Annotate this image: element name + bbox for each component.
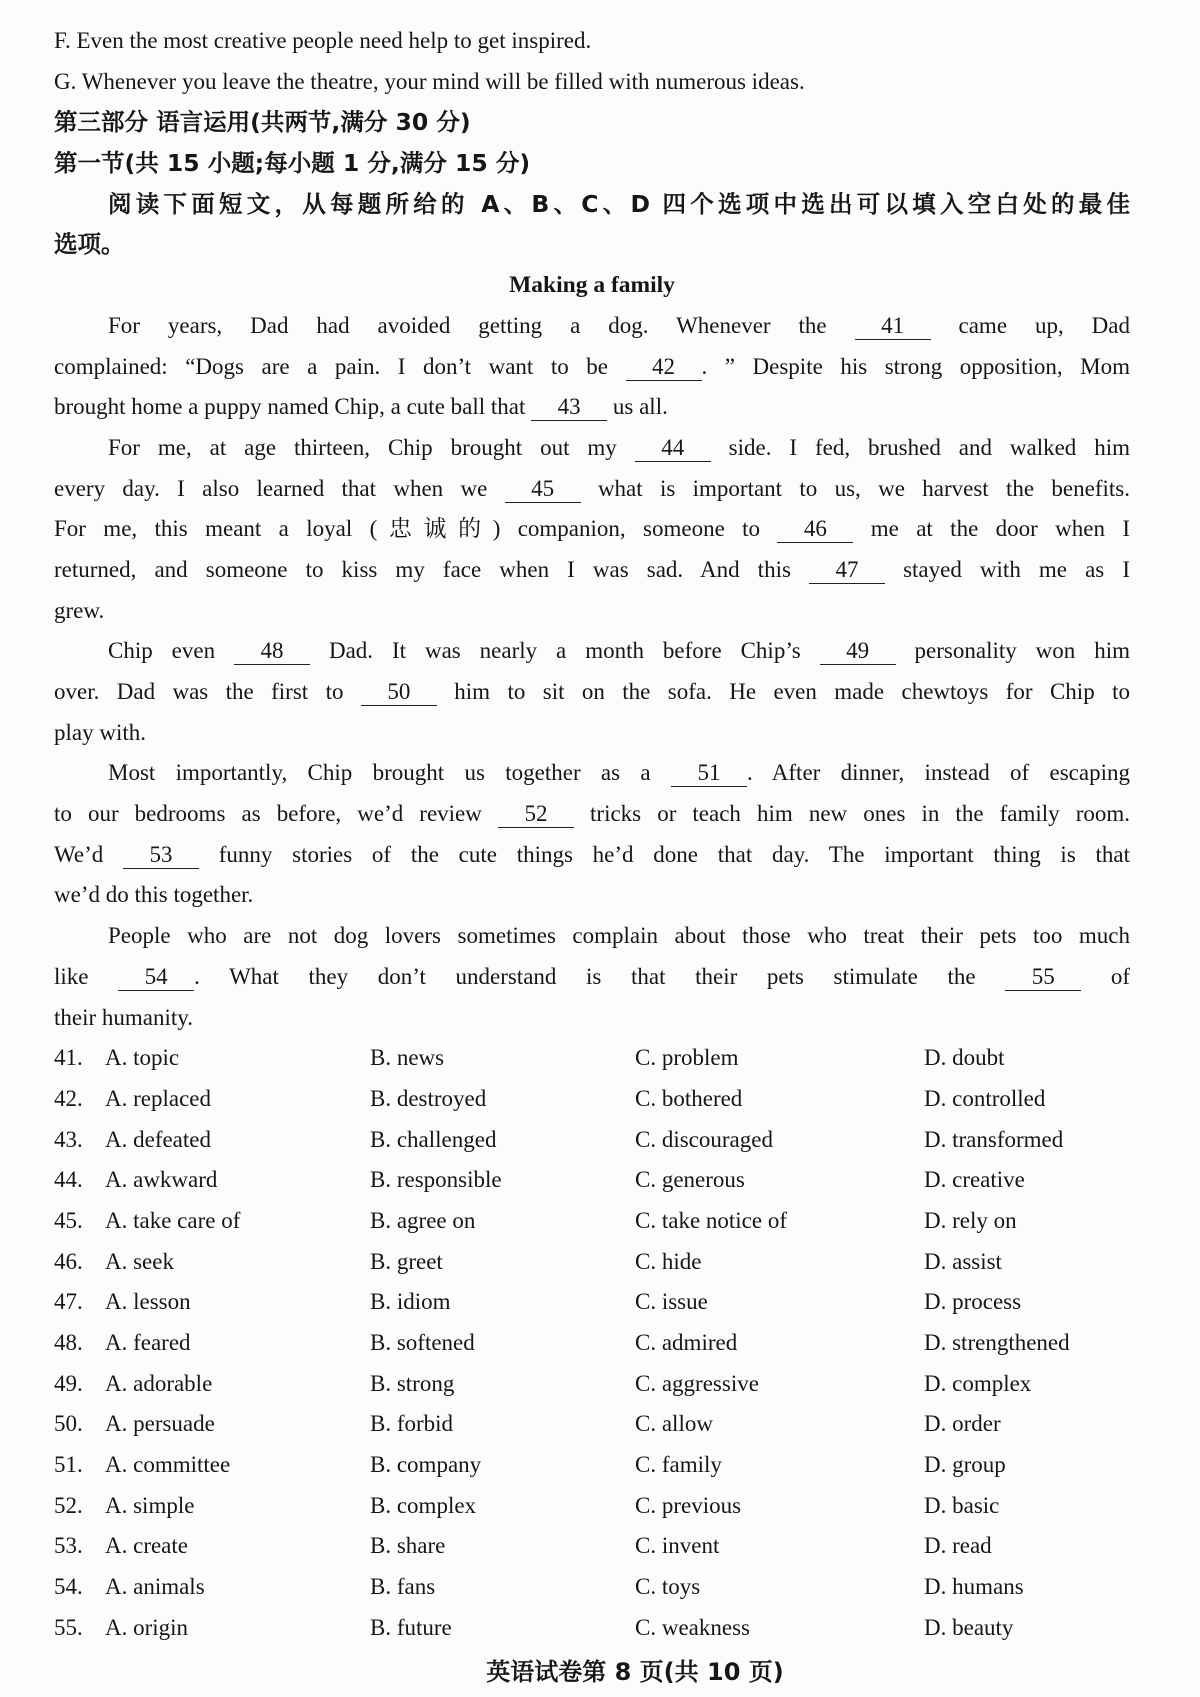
- option-a: A. feared: [105, 1330, 191, 1355]
- option-c: C. problem: [635, 1045, 739, 1071]
- question-number: 46.: [54, 1248, 83, 1274]
- option-a: A. animals: [105, 1574, 205, 1600]
- question-list: [54, 1038, 1130, 1648]
- blank-52: 52: [498, 801, 574, 828]
- option-b: B. news: [370, 1045, 445, 1071]
- blank-50: 50: [361, 679, 437, 706]
- passage-line: [54, 713, 1130, 754]
- passage-text: side. I fed, brushed and walked him: [710, 434, 1130, 460]
- passage-paragraph: [54, 753, 1130, 916]
- passage-line: [54, 469, 1130, 510]
- passage-line: [54, 753, 1130, 794]
- blank-45: 45: [505, 476, 581, 503]
- passage-text: we’d do this together.: [54, 882, 254, 908]
- passage-text: tricks or teach him new ones in the family room.: [573, 801, 1130, 827]
- question-number: 53.: [54, 1533, 83, 1559]
- option-b: B. agree on: [370, 1207, 476, 1233]
- blank-51: 51: [671, 760, 747, 787]
- option-b: B. greet: [370, 1248, 443, 1274]
- part-heading: 第三部分 语言运用(共两节,满分 30 分): [54, 108, 471, 137]
- passage-text: For me, at age thirteen, Chip brought out my: [108, 434, 635, 460]
- question-number: 45.: [54, 1207, 83, 1233]
- passage-text: We’d: [54, 841, 123, 867]
- passage-body: [54, 306, 1130, 1038]
- question-row: [54, 1282, 1130, 1323]
- option-a: A. replaced: [105, 1085, 211, 1111]
- option-a: A. origin: [105, 1614, 189, 1640]
- option-b: B. softened: [370, 1330, 475, 1355]
- passage-text: me at the door when I: [853, 516, 1130, 542]
- question-number: 44.: [54, 1167, 83, 1193]
- option-c: C. allow: [635, 1411, 713, 1437]
- passage-title: Making a family: [509, 272, 675, 299]
- passage-text: to our bedrooms as before, we’d review: [54, 801, 498, 827]
- question-number: 55.: [54, 1614, 83, 1640]
- option-c: C. take notice of: [635, 1207, 788, 1233]
- page-footer: 英语试卷第 8 页(共 10 页): [486, 1658, 784, 1686]
- question-row: [54, 1201, 1130, 1242]
- option-d: D. rely on: [924, 1207, 1017, 1233]
- question-row: [54, 1242, 1130, 1283]
- passage-line: [54, 875, 1130, 916]
- option-d: D. controlled: [924, 1085, 1046, 1111]
- question-row: [54, 1323, 1130, 1364]
- blank-44: 44: [635, 435, 711, 462]
- option-f-line: F. Even the most creative people need help to get inspired.: [54, 28, 592, 53]
- passage-text: of: [1081, 963, 1130, 989]
- question-row: [54, 1404, 1130, 1445]
- option-d: D. assist: [924, 1248, 1002, 1274]
- question-number: 51.: [54, 1452, 83, 1478]
- option-b: B. share: [370, 1533, 446, 1559]
- blank-42: 42: [626, 354, 702, 381]
- option-c: C. toys: [635, 1574, 701, 1600]
- passage-text: grew.: [54, 597, 105, 623]
- option-c: C. previous: [635, 1492, 742, 1518]
- question-number: 54.: [54, 1574, 83, 1600]
- passage-text: Most importantly, Chip brought us together as a: [108, 760, 671, 786]
- passage-line: [54, 672, 1130, 713]
- question-row: [54, 1364, 1130, 1405]
- question-number: 48.: [54, 1330, 83, 1355]
- passage-text: Dad. It was nearly a month before Chip’s: [310, 638, 820, 664]
- passage-text: like: [54, 963, 119, 989]
- passage-paragraph: [54, 306, 1130, 428]
- option-a: A. persuade: [105, 1411, 215, 1437]
- option-d: D. order: [924, 1411, 1001, 1437]
- passage-paragraph: [54, 428, 1130, 631]
- question-row: [54, 1486, 1130, 1527]
- blank-46: 46: [777, 516, 853, 543]
- passage-text: . ” Despite his strong opposition, Mom: [701, 353, 1130, 379]
- passage-text: For years, Dad had avoided getting a dog. Whenever the: [108, 312, 855, 338]
- question-row: [54, 1445, 1130, 1486]
- passage-line: [54, 509, 1130, 550]
- option-b: B. company: [370, 1452, 482, 1478]
- passage-text: personality won him: [895, 638, 1130, 664]
- option-c: C. generous: [635, 1167, 745, 1193]
- option-b: B. idiom: [370, 1289, 451, 1315]
- option-b: B. future: [370, 1614, 452, 1640]
- question-number: 49.: [54, 1370, 83, 1396]
- option-b: B. destroyed: [370, 1085, 487, 1111]
- passage-text: him to sit on the sofa. He even made chewtoys for Chip to: [436, 679, 1130, 704]
- option-c: C. hide: [635, 1248, 702, 1274]
- option-d: D. basic: [924, 1492, 1000, 1518]
- question-number: 41.: [54, 1045, 83, 1071]
- blank-41: 41: [855, 313, 931, 340]
- option-c: C. family: [635, 1452, 722, 1478]
- passage-text: funny stories of the cute things he’d done that day. The important thing is that: [198, 841, 1130, 867]
- instruction-line: 阅读下面短文，从每题所给的 A、B、C、D 四个选项中选出可以填入空白处的最佳: [108, 189, 1130, 218]
- option-d: D. transformed: [924, 1126, 1064, 1152]
- passage-line: [54, 998, 1130, 1039]
- passage-paragraph: [54, 631, 1130, 753]
- option-b: B. challenged: [370, 1126, 497, 1152]
- passage-line: [54, 957, 1130, 998]
- option-a: A. create: [105, 1533, 188, 1559]
- option-c: C. admired: [635, 1330, 738, 1355]
- passage-line: [54, 835, 1130, 876]
- option-b: B. responsible: [370, 1167, 502, 1193]
- passage-text: every day. I also learned that when we: [54, 475, 505, 501]
- blank-49: 49: [820, 638, 896, 665]
- passage-line: [54, 794, 1130, 835]
- passage-text: People who are not dog lovers sometimes complain about those who treat their pets too much: [108, 923, 1130, 949]
- option-c: C. invent: [635, 1533, 720, 1559]
- blank-47: 47: [809, 557, 885, 584]
- option-c: C. discouraged: [635, 1126, 773, 1152]
- passage-text: what is important to us, we harvest the benefits.: [580, 475, 1130, 501]
- passage-text: came up, Dad: [930, 312, 1130, 338]
- option-d: D. humans: [924, 1574, 1024, 1600]
- option-d: D. beauty: [924, 1614, 1014, 1640]
- passage-text: . What they don’t understand is that their pets stimulate the: [194, 963, 1006, 989]
- question-number: 42.: [54, 1085, 83, 1111]
- passage-line: [54, 428, 1130, 469]
- passage-text: returned, and someone to kiss my face when I was sad. And this: [54, 556, 809, 582]
- question-number: 52.: [54, 1492, 83, 1518]
- passage-text: For me, this meant a loyal (忠诚的) companion, someone to: [54, 516, 778, 542]
- option-d: D. read: [924, 1533, 992, 1559]
- option-a: A. awkward: [105, 1167, 218, 1193]
- question-row: [54, 1608, 1130, 1649]
- passage-text: their humanity.: [54, 1004, 194, 1030]
- question-row: [54, 1120, 1130, 1161]
- instruction-line: 选项。: [54, 230, 125, 259]
- question-row: [54, 1038, 1130, 1079]
- passage-text: over. Dad was the first to: [54, 679, 361, 704]
- question-row: [54, 1526, 1130, 1567]
- passage-text: . After dinner, instead of escaping: [746, 760, 1130, 786]
- passage-text: us all.: [607, 394, 668, 420]
- option-a: A. take care of: [105, 1207, 241, 1233]
- option-d: D. doubt: [924, 1045, 1005, 1071]
- blank-55: 55: [1005, 964, 1081, 991]
- blank-53: 53: [123, 842, 199, 869]
- passage-line: [54, 631, 1130, 672]
- option-b: B. strong: [370, 1370, 455, 1396]
- section-heading: 第一节(共 15 小题;每小题 1 分,满分 15 分): [54, 149, 531, 178]
- option-d: D. process: [924, 1289, 1022, 1315]
- passage-line: [54, 347, 1130, 388]
- option-b: B. forbid: [370, 1411, 454, 1437]
- blank-43: 43: [531, 394, 607, 421]
- passage-text: brought home a puppy named Chip, a cute ball that: [54, 394, 532, 420]
- option-b: B. complex: [370, 1492, 477, 1518]
- option-d: D. group: [924, 1452, 1006, 1478]
- question-number: 47.: [54, 1289, 83, 1315]
- option-g-line: G. Whenever you leave the theatre, your mind will be filled with numerous ideas.: [54, 68, 805, 94]
- passage-line: [54, 916, 1130, 957]
- option-c: C. aggressive: [635, 1370, 759, 1396]
- passage-paragraph: [54, 916, 1130, 1038]
- option-b: B. fans: [370, 1574, 436, 1600]
- question-number: 50.: [54, 1411, 83, 1437]
- option-c: C. weakness: [635, 1614, 750, 1640]
- page-content: [54, 21, 1130, 1649]
- option-c: C. bothered: [635, 1085, 743, 1111]
- option-a: A. lesson: [105, 1289, 191, 1315]
- question-row: [54, 1079, 1130, 1120]
- passage-line: [54, 550, 1130, 591]
- question-row: [54, 1160, 1130, 1201]
- option-a: A. topic: [105, 1045, 180, 1071]
- blank-48: 48: [234, 638, 310, 665]
- passage-text: Chip even: [108, 638, 235, 664]
- passage-text: stayed with me as I: [885, 556, 1130, 582]
- option-d: D. creative: [924, 1167, 1025, 1193]
- passage-line: [54, 306, 1130, 347]
- option-c: C. issue: [635, 1289, 708, 1315]
- option-a: A. simple: [105, 1492, 195, 1518]
- option-a: A. seek: [105, 1248, 174, 1274]
- passage-line: [54, 387, 1130, 428]
- option-d: D. strengthened: [924, 1330, 1070, 1355]
- option-a: A. committee: [105, 1452, 231, 1478]
- option-a: A. adorable: [105, 1370, 213, 1396]
- passage-text: play with.: [54, 719, 146, 745]
- passage-line: [54, 591, 1130, 632]
- question-number: 43.: [54, 1126, 83, 1152]
- option-a: A. defeated: [105, 1126, 211, 1152]
- blank-54: 54: [118, 964, 194, 991]
- passage-text: complained: “Dogs are a pain. I don’t want to be: [54, 353, 626, 379]
- question-row: [54, 1567, 1130, 1608]
- option-d: D. complex: [924, 1370, 1032, 1396]
